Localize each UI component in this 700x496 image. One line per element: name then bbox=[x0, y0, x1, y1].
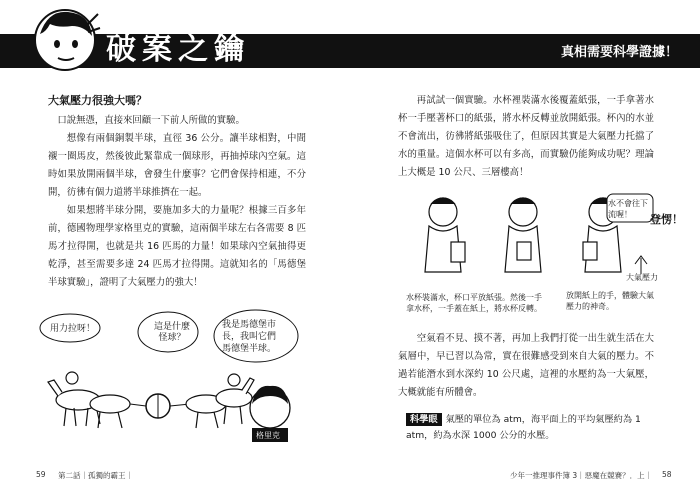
chapter-title: 破案之鑰 bbox=[106, 32, 250, 67]
caption-right: 放開紙上的手，體驗大氣壓力的神奇。 bbox=[566, 291, 654, 311]
right-page-number: 58 bbox=[662, 470, 672, 479]
portrait-label: 格里克 bbox=[256, 431, 280, 440]
science-tag: 科學眼 bbox=[406, 413, 442, 426]
chapter-subtitle: 真相需要科學證據！ bbox=[560, 45, 678, 60]
speech-bubble-monster: 這是什麼怪球？ bbox=[153, 322, 190, 343]
right-page-text-top bbox=[398, 92, 654, 182]
speech-bubble-guericke-3: 馬德堡半球。 bbox=[222, 344, 277, 354]
speech-bubble-guericke-1: 我是馬德堡市 bbox=[222, 320, 277, 330]
arrow-label: 大氣壓力 bbox=[626, 273, 658, 282]
science-note bbox=[406, 412, 668, 444]
paragraph: 口說無憑，直接來回顧一下前人所做的實驗。 bbox=[57, 115, 245, 126]
caption-left: 水杯裝滿水，杯口平放紙張。然後一手拿水杯，一手蓋在紙上，將水杯反轉。 bbox=[406, 293, 542, 313]
speech-bubble-water: 水不會往下流喔！ bbox=[608, 199, 648, 219]
paragraph: 再試試一個實驗。水杯裡裝滿水後覆蓋紙張，一手拿著水杯一手壓著杯口的紙張，將水杯反轉並放開紙張。杯內的水並不會流出，彷彿將紙張吸住了，但原因其實是大氣壓力托擋了水的重量。這個水杯可以有多高，而實驗仍能夠成功呢？理論上大概是 10 公尺、三層樓高！ bbox=[398, 95, 654, 178]
paragraph: 空氣看不見、摸不著，再加上我們打從一出生就生活在大氣層中，早已習以為常，實在很難感受到來自大氣的壓力。不過若能潛水到水深約 10 公尺處，這裡的水壓約為一大氣壓，大概就能有所體會。 bbox=[398, 333, 654, 398]
paragraph: 如果想將半球分開，要施加多大的力量呢？根據三百多年前，德國物理學家格里克的實驗，這兩個半球左右各需要 8 匹馬才拉得開，也就是共 16 匹馬的力量！如果球內空氣抽得更乾淨，甚至需要多達 24 匹馬才拉得開。這就知名的「馬德堡半球實驗」，證明了大氣壓力的強大！ bbox=[48, 205, 306, 288]
science-text: 氣壓的單位為 atm，海平面上的平均氣壓約為 1 atm，約為水深 1000 公分的水壓。 bbox=[406, 414, 641, 441]
left-page-text bbox=[48, 92, 306, 292]
detective-portrait-icon bbox=[28, 4, 102, 78]
speech-bubble-guericke-2: 長，我叫它們 bbox=[222, 332, 277, 342]
exclaim-label: 登愣！ bbox=[650, 213, 683, 226]
right-footer-series: 少年一推理事件簿 3｜惡魔在競賽？．上｜ bbox=[510, 471, 653, 480]
paragraph: 想像有兩個銅製半球，直徑 36 公分。讓半球相對，中間襯一圈馬皮，然後彼此緊靠成一個球形，再抽掉球內空氣。這時如果放開兩個半球，會發生什麼事？它們會保持相連，不分開，彷彿有個力道將半球推擠在一起。 bbox=[48, 133, 306, 198]
section-heading: 大氣壓力很強大嗎？ bbox=[48, 94, 147, 107]
speech-bubble-pull: 用力拉呀！ bbox=[50, 324, 96, 334]
left-footer-chapter: 第二話｜孤獨的霸王｜ bbox=[58, 471, 133, 480]
right-page-text-bottom bbox=[398, 330, 654, 402]
left-page-number: 59 bbox=[36, 470, 46, 479]
